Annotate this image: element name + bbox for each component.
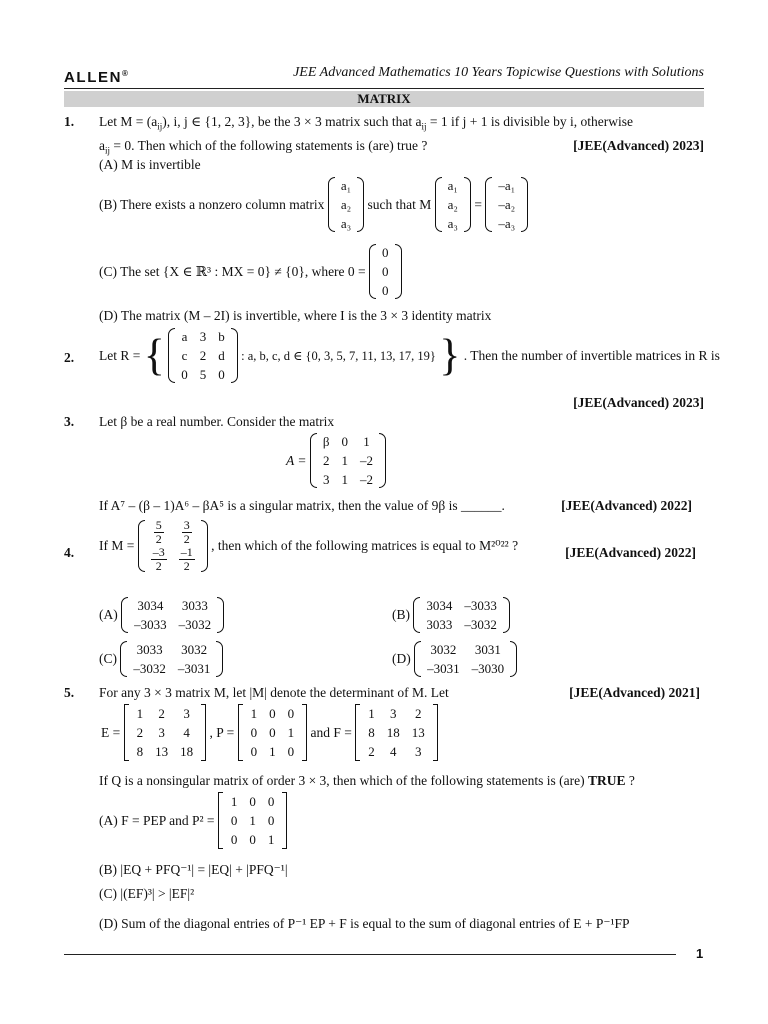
q1-line1: Let $M = (a_{ij})$, i, j ∈ {1, 2, 3}, be the 3 × 3 matrix such that $a_{ij} = 1$ if j + 1 is divisible by i, otherwise: [99, 114, 633, 132]
allen-logo: ALLEN®: [64, 69, 128, 86]
q3-matrix-a: A = β 0 1 2 1 –2 3 1 –2: [286, 432, 386, 489]
header-rule: [64, 88, 704, 89]
exam-tag: [JEE(Advanced) 2022]: [565, 545, 696, 560]
question-number: 2.: [64, 350, 75, 365]
q3-line2: If A⁷ – (β – 1)A⁶ – βA⁵ is a singular matrix, then the value of 9β is ______.: [99, 498, 505, 513]
exam-tag: [JEE(Advanced) 2022]: [561, 498, 692, 513]
q5-line2: If Q is a nonsingular matrix of order 3 × 3, then which of the following statements is (are) TRUE ?: [99, 773, 635, 788]
section-title: MATRIX: [64, 91, 704, 107]
matrix-f: 1 3 2 8 18 13 2 4 3: [355, 704, 438, 761]
footer-rule: [64, 954, 676, 955]
question-number: 5.: [64, 685, 75, 700]
matrix-p: 1 0 0 0 0 1 0 1 0: [238, 704, 308, 761]
column-matrix-neg-a: –a₁ –a₂ –a₃: [485, 176, 528, 233]
column-matrix-a: a₁ a₂ a₃: [328, 176, 364, 233]
question-number: 1.: [64, 114, 75, 129]
matrix-m: $\frac{5}{2}$ $\frac{3}{2}$ $\frac{-3}{2}$ $\frac{-1}{2}$: [138, 519, 208, 573]
q1-option-a: (A) M is invertible: [99, 157, 201, 172]
exam-tag: [JEE(Advanced) 2021]: [569, 685, 700, 700]
q5-option-c: (C) |(EF)³| > |EF|²: [99, 886, 195, 901]
page-number: 1: [696, 946, 704, 961]
q5-option-b: (B) |EQ + PFQ⁻¹| = |EQ| + |PFQ⁻¹|: [99, 862, 288, 877]
q1-option-c: (C) The set {X ∈ ℝ³ : MX = 0} ≠ {0}, where 0 = 0 0 0: [99, 243, 402, 300]
q1-option-d: (D) The matrix (M – 2I) is invertible, where I is the 3 × 3 identity matrix: [99, 308, 492, 323]
q5-line1: For any 3 × 3 matrix M, let |M| denote the determinant of M. Let: [99, 685, 449, 700]
q4-option-a: (A) 3034 3033 –3033 –3032: [99, 596, 224, 634]
q2-statement: Let R = { a 3 b c 2 d 0 5 0 : a, b, c, d ∈ {0, 3, 5, 7, 11, 13, 17, 19} } . Then the number of invertible matrices in R is: [99, 329, 720, 382]
matrix-r: a 3 b c 2 d 0 5 0: [168, 327, 238, 384]
question-number: 4.: [64, 545, 75, 560]
q4-statement: If M = $\frac{5}{2}$ $\frac{3}{2}$ $\frac{-3}{2}$ $\frac{-1}{2}$ , then which of the following matrices is equal to M²⁰²² ?: [99, 518, 519, 573]
q4-option-d: (D) 3032 3031 –3031 –3030: [392, 640, 517, 678]
matrix-e: 1 2 3 2 3 4 8 13 18: [124, 704, 207, 761]
zero-vector: 0 0 0: [369, 243, 402, 300]
q5-option-d: (D) Sum of the diagonal entries of P⁻¹ EP + F is equal to the sum of diagonal entries of E + P⁻¹FP: [99, 916, 630, 931]
exam-tag: [JEE(Advanced) 2023]: [573, 138, 704, 153]
identity-matrix: 1 0 0 0 1 0 0 0 1: [218, 792, 288, 849]
q1-option-b: (B) There exists a nonzero column matrix a₁ a₂ a₃ such that M a₁ a₂ a₃ = –a₁ –a₂ –a₃: [99, 176, 528, 233]
q5-matrices: E = 1 2 3 2 3 4 8 13 18 , P = 1 0 0 0 0 1 0 1 0 and F = 1 3 2 8 18 13 2 4 3: [101, 704, 438, 761]
q4-option-c: (C) 3033 3032 –3032 –3031: [99, 640, 223, 678]
question-number: 3.: [64, 414, 75, 429]
column-matrix-a: a₁ a₂ a₃: [435, 176, 471, 233]
exam-tag: [JEE(Advanced) 2023]: [573, 395, 704, 410]
q4-option-b: (B) 3034 –3033 3033 –3032: [392, 596, 510, 634]
header-title: JEE Advanced Mathematics 10 Years Topicwise Questions with Solutions: [293, 65, 704, 80]
q3-line1: Let β be a real number. Consider the matrix: [99, 414, 335, 429]
q5-option-a: (A) F = PEP and P² = 1 0 0 0 1 0 0 0 1: [99, 792, 287, 849]
q1-line2: $a_{ij} = 0$. Then which of the following statements is (are) true ?: [99, 138, 428, 156]
